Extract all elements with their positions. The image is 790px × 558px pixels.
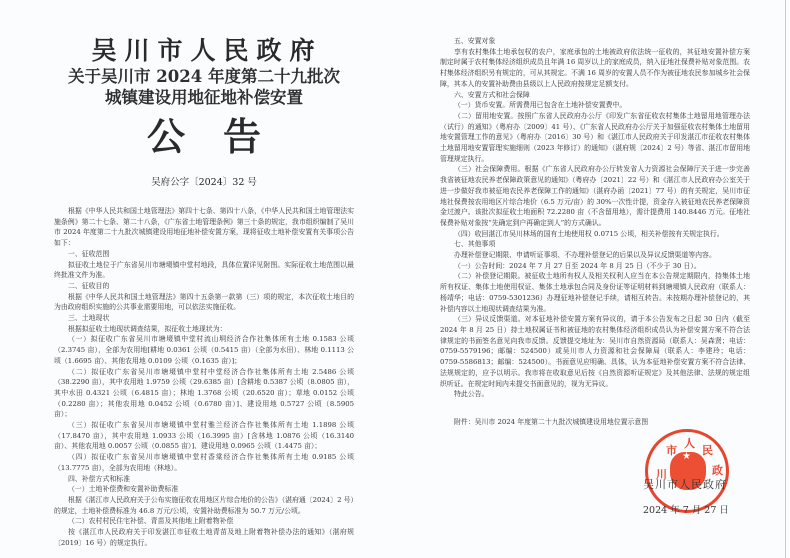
resettlement-item: （三）社会保障费用。根据《广东省人民政府办公厅转发省人力资源社会保障厅关于进一步完善我省被征地农民养老保障政策意见的通知》（粤府办〔2021〕22 号）和《湛江市人民政府办公室关于进一步做好我市被征地农民养老保障工作的通知》（湛府办函〔2021〕77 号）的有关规定，吴川市征地社保费按农用地区片综合地价（6.5 万元/亩）的 30%一次性计提，资金存入被征地农民养老保障资金过渡户。该批次拟征收土地面积 72.2280 亩（不含留用地），需计提费用 140.8446 万元。征地社保费补贴对象按“先确定到户再确定到人”的方式确认。 bbox=[440, 165, 750, 227]
land-status-item: （四）拟征收广东省吴川市塘㙍镇中堂村香棠经济合作社集体所有土地 0.9185 公顷（13.7775 亩），全部为农用地（林地）。 bbox=[54, 453, 354, 472]
section-3-intro: 根据拟征收土地现状调查结果，拟征收土地现状为： bbox=[68, 324, 227, 333]
resettlement-item: （四）收回湛江市吴川林场的国有土地使用权 0.0715 公顷，相关补偿按有关规定执行。 bbox=[454, 229, 724, 238]
section-3-heading: 三、土地现状 bbox=[68, 314, 110, 323]
issuer-title: 吴川市人民政府 bbox=[91, 36, 323, 65]
land-status-item: （三）拟征收广东省吴川市塘㙍镇中堂村雅兰经济合作社集体所有土地 1.1898 公顷（17.8470 亩），其中农用地 1.0933 公顷（16.3995 亩）[含林地 1.0876 公顷（16.3140 亩）、其他农用地 0.0057 公顷（0.0855 亩）]、建设用地 0.0965 公顷（1.4475 亩）； bbox=[54, 421, 354, 451]
seal-ring bbox=[645, 429, 729, 513]
signature-issuer: 吴川市人民政府 bbox=[643, 478, 727, 491]
section-4-heading: 四、补偿方式和标准 bbox=[68, 474, 131, 483]
notice-title: 公告 bbox=[146, 114, 299, 159]
left-column bbox=[54, 36, 354, 549]
resettlement-item: （二）留用地安置。按照广东省人民政府办公厅《印发广东省征收农村集体土地留用地管理办法（试行）的通知》（粤府办〔2009〕41 号）、《广东省人民政府办公厅关于加强征收农村集体土地留用地安置管理工作的意见》（粤府办〔2016〕30 号）和《湛江市人民政府关于印发湛江市征收农村集体土地留用地安置管理实施细则（2023 年修订）的通知》（湛府规〔2024〕2 号）等省、湛江市留用地管理规定执行。 bbox=[440, 111, 750, 163]
land-status-item: （一）拟征收广东省吴川市塘㙍镇中堂村流山垌经济合作社集体所有土地 0.1583 公顷（2.3745 亩），全部为农用地[耕地 0.0361 公顷（0.5415 亩）（全部为水田）、林地 0.1113 公顷（1.6695 亩）、其他农用地 0.0109 公顷（0.1635 亩）]； bbox=[54, 335, 354, 365]
section-2-heading: 二、征收目的 bbox=[68, 281, 110, 290]
section-5-heading: 五、安置对象 bbox=[454, 37, 496, 45]
document-number: 吴府公字〔2024〕32 号 bbox=[151, 177, 257, 188]
subtitle-line-2: 城镇建设用地征地补偿安置 bbox=[105, 88, 303, 107]
section-7-heading: 七、其他事项 bbox=[454, 240, 496, 249]
section-1-text: 拟征收土地位于广东省吴川市塘㙍镇中堂村地段，具体位置详见附图。实际征收土地范围以最终批准文件为准。 bbox=[54, 260, 354, 280]
section-2-text: 根据《中华人民共和国土地管理法》第四十五条第一款第（三）项的规定，本次征收土地目的为由政府组织实施的公共事业需要用地，可以依法实施征收。 bbox=[54, 292, 354, 312]
attachment-note: 附件：吴川市 2024 年度第二十九批次城镇建设用地位置示意图 bbox=[454, 417, 649, 426]
subtitle-line-1: 关于吴川市 2024 年度第二十九批次 bbox=[68, 67, 340, 86]
other-matters-item: （二）补偿登记期限。被征收土地所有权人及相关权利人应当在本公告规定期限内，持集体土地所有权证、集体土地使用权证、集体土地承包合同及身份证等证明材料到塘㙍镇人民政府（联系人：杨靖华；电话：0759-5301236）办理征地补偿登记手续，请相互转告。未按期办理补偿登记的，其补偿内容以土地现状调查结果为准。 bbox=[440, 272, 750, 313]
section-4-sub1-heading: （一）土地补偿费和安置补助费标准 bbox=[68, 485, 179, 494]
other-matters-item: （三）异议反馈渠道。对本征地补偿安置方案有异议的，请于本公告发布之日起 30 日内（截至 2024 年 8 月 25 日）持土地权属证书和被征地的农村集体经济组织成员认为补偿安置方案不符合法律规定的书面签名意见向我市反馈。反馈提交地址为：吴川市自然资源局（联系人：吴森贤；电话：0759-5579196；邮编：524500）或吴川市人力资源和社会保障局（联系人：李建玲；电话：0759-5586813；邮编：524500）。书面意见应明确、具体，认为本征地补偿安置方案不符合法律、法规规定的，应予以明示。我市将在收取意见后按《自然资源听证规定》及其他法律、法规的规定组织听证。在规定时间内未提交书面意见的，视为无异议。 bbox=[440, 315, 750, 388]
section-4-sub1-text: 根据《湛江市人民政府关于公布实施征收农用地区片综合地价的公告》（湛府通〔2024〕2 号）的规定，土地补偿费标准为 46.8 万元/公顷，安置补助费标准为 50.7 万元/公顷。 bbox=[54, 495, 354, 515]
right-column bbox=[440, 36, 750, 428]
seal-char: 政 bbox=[712, 464, 723, 477]
signature-date: 2024 年 7 月 27 日 bbox=[643, 505, 729, 516]
section-7-intro: 办理补偿登记期限、申请听证事项、不办理补偿登记的后果以及异议反馈渠道等内容。 bbox=[454, 251, 716, 260]
seal-char: 民 bbox=[702, 444, 713, 457]
section-4-sub2-text: 按《湛江市人民政府关于印发湛江市征收土地青苗及地上附着物补偿办法的通知》（湛府规〔2019〕16 号）的规定执行。 bbox=[54, 528, 354, 547]
seal-char: 市 bbox=[666, 444, 677, 457]
resettlement-item: （一）货币安置。所需费用已包含在土地补偿安置费中。 bbox=[454, 101, 627, 110]
seal-char: 川 bbox=[656, 468, 667, 481]
closing-remark: 特此公告。 bbox=[454, 390, 489, 399]
intro-paragraph: 根据《中华人民共和国土地管理法》第四十七条、第四十八条，《中华人民共和国土地管理法实施条例》第二十七条、第二十八条，《广东省土地管理条例》第三十条的规定，我市组织编制了吴川市 2024 年度第二十九批次城镇建设用地征地补偿安置方案，现将征收土地补偿安置有关事项公告如下： bbox=[54, 207, 354, 248]
section-1-heading: 一、征收范围 bbox=[68, 249, 110, 258]
section-5-text: 享有农村集体土地承包权的农户，家庭承包的土地被政府依法统一征收的，其征地安置补偿方案制定时属于农村集体经济组织成员且年满 16 周岁以上的家庭成员，纳入征地社保费补贴对象范围。农村集体经济组织另有规定的，可从其规定。不满 16 周岁的安置人员不作为被征地农民参加城乡社会保障，其本人的安置补助费由县级以上人民政府按规定足额支付。 bbox=[440, 47, 750, 88]
star-icon: ★ bbox=[682, 451, 691, 462]
seal-char: 人 bbox=[684, 437, 695, 450]
section-4-sub2-heading: （二）农村村民住宅补偿、青苗及其他地上附着物补偿 bbox=[68, 517, 234, 526]
land-status-item: （二）拟征收广东省吴川市塘㙍镇中堂村中堂经济合作社集体所有土地 2.5486 公顷（38.2290 亩），其中农用地 1.9759 公顷（29.6385 亩）[含耕地 0.5387 公顷（8.0805 亩），其中水田 0.4321 公顷（6.4815 亩）；林地 1.3768 公顷（20.6520 亩）；草地 0.0152 公顷（0.2280 亩）；其他农用地 0.0452 公顷（0.6780 亩）]、建设用地 0.5727 公顷（8.5905 亩）； bbox=[54, 367, 354, 419]
section-6-heading: 六、安置方式和社会保障 bbox=[454, 90, 530, 99]
other-matters-item: （一）公告时间：2024 年 7 月 27 日至 2024 年 8 月 25 日（不少于 30 日）。 bbox=[454, 261, 701, 270]
